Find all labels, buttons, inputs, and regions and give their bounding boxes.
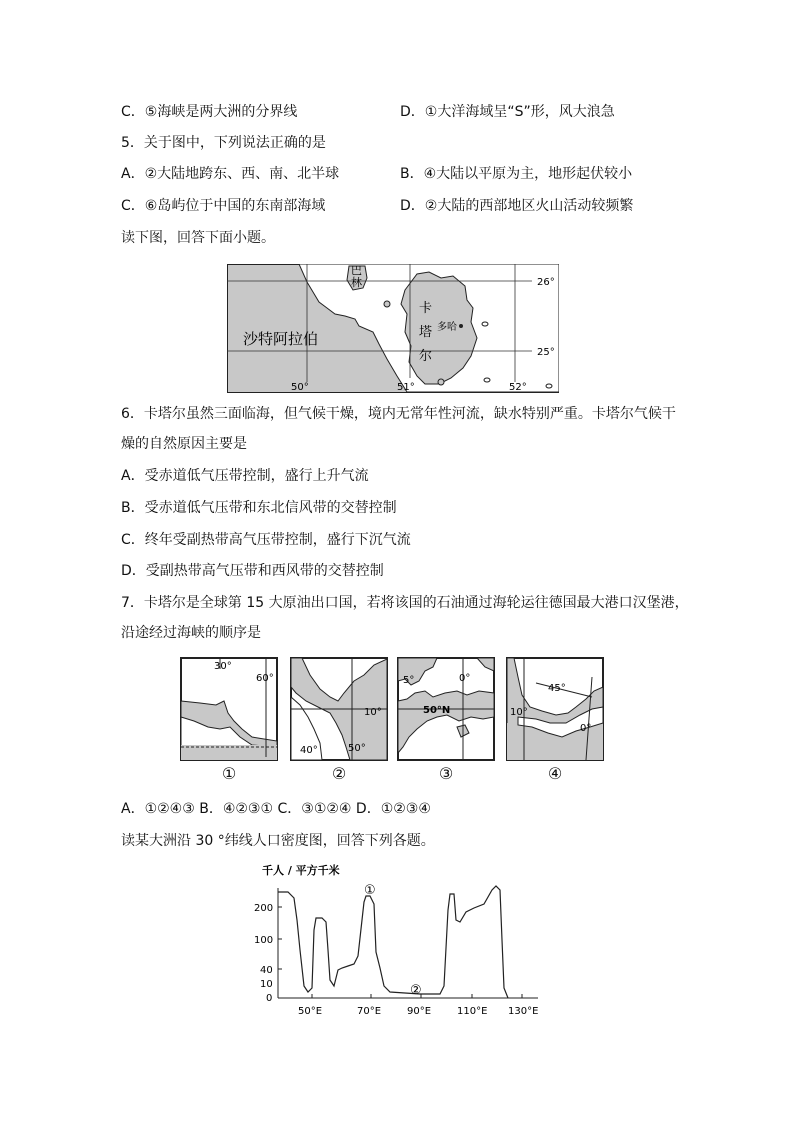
population-density-chart: [250, 860, 550, 1022]
q6-option-c: C．终年受副热带高气压带控制，盛行下沉气流: [121, 532, 411, 548]
strait-caption-2: ②: [331, 764, 347, 783]
q6-stem-2: 燥的自然原因主要是: [121, 436, 247, 452]
svg-text:0°: 0°: [459, 673, 471, 684]
x-tick-110: 110°E: [457, 1006, 488, 1017]
q5-stem: 5．关于图中，下列说法正确的是: [121, 135, 326, 151]
strait-map-1: [180, 657, 278, 761]
lat-26: 26°: [537, 277, 555, 288]
strait-map-2: [290, 657, 388, 761]
q5-option-b: B．④大陆以平原为主，地形起伏较小: [400, 166, 633, 182]
y-tick-0: 0: [266, 993, 273, 1004]
q7-stem-2: 沿途经过海峡的顺序是: [121, 625, 261, 641]
lon-51: 51°: [397, 382, 415, 393]
svg-text:50°: 50°: [348, 743, 366, 754]
label-bahrain-2: 林: [351, 276, 362, 289]
q5-option-c: C．⑥岛屿位于中国的东南部海域: [121, 198, 326, 214]
q7-stem-1: 7．卡塔尔是全球第 15 大原油出口国，若将该国的石油通过海轮运往德国最大港口汉堡港，: [121, 595, 689, 611]
x-tick-130: 130°E: [508, 1006, 539, 1017]
label-saudi: 沙特阿拉伯: [243, 330, 319, 348]
y-tick-10: 10: [260, 979, 273, 990]
svg-text:60°: 60°: [256, 673, 274, 684]
strait-caption-3: ③: [438, 764, 454, 783]
q6-option-b: B．受赤道低气压带和东北信风带的交替控制: [121, 500, 397, 516]
lon-50: 50°: [291, 382, 309, 393]
svg-text:10°: 10°: [510, 707, 528, 718]
label-qatar-2: 塔: [419, 325, 433, 340]
q5-option-d: D．②大陆的西部地区火山活动较频繁: [400, 198, 634, 214]
strait-map-3: [397, 657, 495, 761]
q5-option-a: A．②大陆地跨东、西、南、北半球: [121, 166, 340, 182]
q4-option-c: C．⑤海峡是两大洲的分界线: [121, 104, 298, 120]
annotation-1: ①: [364, 883, 376, 898]
svg-text:45°: 45°: [548, 683, 566, 694]
lon-52: 52°: [509, 382, 527, 393]
x-tick-70: 70°E: [357, 1006, 382, 1017]
label-doha: 多哈: [437, 322, 457, 333]
y-tick-100: 100: [254, 935, 274, 946]
x-tick-90: 90°E: [407, 1006, 432, 1017]
svg-text:0°: 0°: [580, 723, 592, 734]
q6-stem-1: 6．卡塔尔虽然三面临海，但气候干燥，境内无常年性河流，缺水特别严重。卡塔尔气候干: [121, 406, 676, 422]
svg-text:50°N: 50°N: [423, 705, 451, 716]
svg-text:30°: 30°: [214, 661, 232, 672]
q7-options: A．①②④③ B．④②③① C．③①②④ D．①②③④: [121, 801, 431, 817]
label-qatar-1: 卡: [419, 301, 433, 316]
read-instruction-2: 读某大洲沿 30 °纬线人口密度图，回答下列各题。: [121, 833, 435, 849]
svg-text:40°: 40°: [300, 745, 318, 756]
q6-option-d: D．受副热带高气压带和西风带的交替控制: [121, 563, 384, 579]
svg-text:5°: 5°: [403, 675, 415, 686]
y-tick-40: 40: [260, 965, 273, 976]
x-tick-50: 50°E: [298, 1006, 323, 1017]
lat-25: 25°: [537, 347, 555, 358]
strait-map-4: [506, 657, 604, 761]
annotation-2: ②: [410, 983, 422, 998]
label-bahrain-1: 巴: [351, 264, 362, 277]
read-instruction-1: 读下图，回答下面小题。: [121, 230, 275, 246]
qatar-map: [227, 264, 559, 394]
strait-caption-4: ④: [547, 764, 563, 783]
density-curve: [278, 886, 508, 998]
y-tick-200: 200: [254, 903, 274, 914]
strait-caption-1: ①: [221, 764, 237, 783]
label-qatar-3: 尔: [419, 349, 433, 364]
q4-option-d: D．①大洋海域呈“S”形，风大浪急: [400, 104, 615, 120]
chart-ylabel: 千人 / 平方千米: [262, 864, 340, 877]
svg-text:10°: 10°: [364, 707, 382, 718]
q6-option-a: A．受赤道低气压带控制，盛行上升气流: [121, 468, 369, 484]
